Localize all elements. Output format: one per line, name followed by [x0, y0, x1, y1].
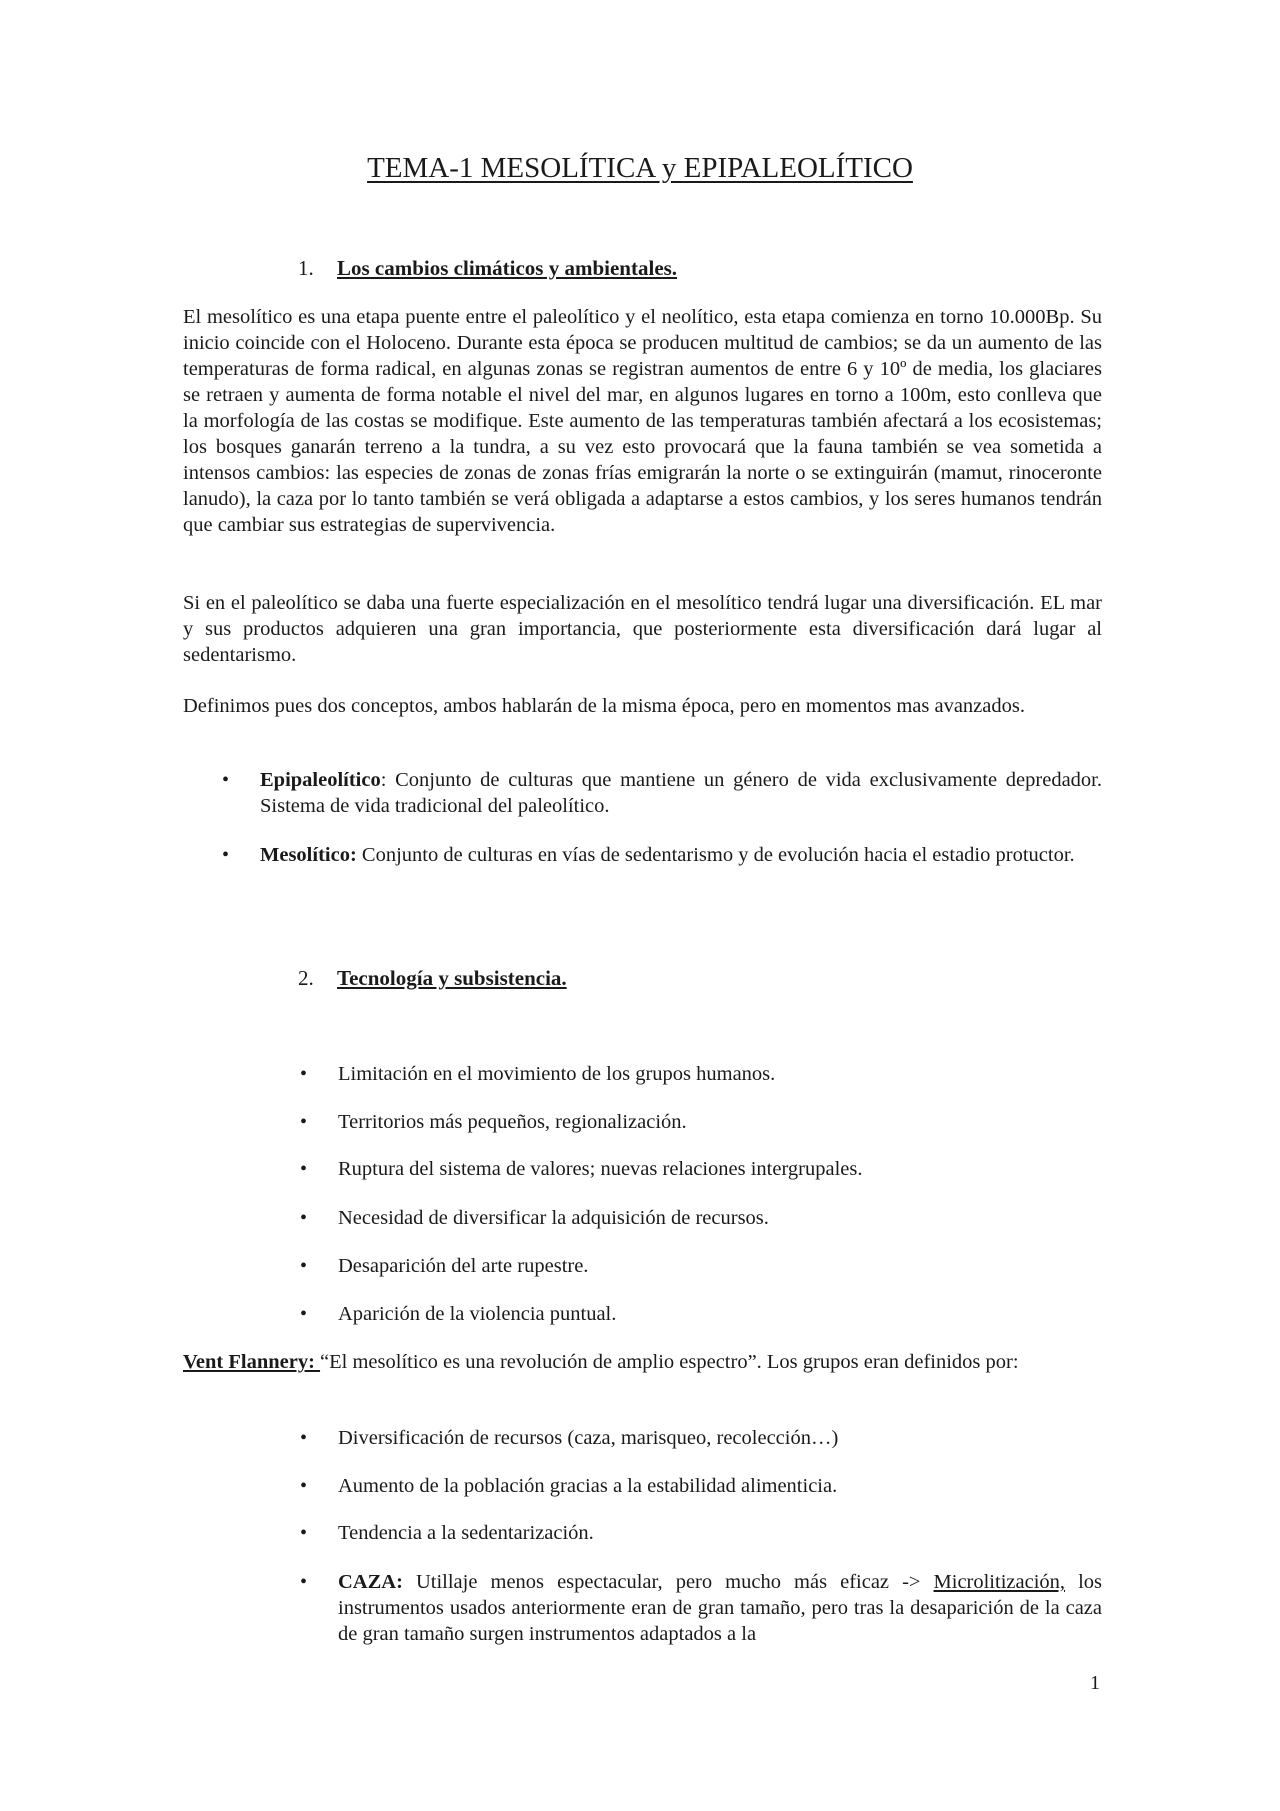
section-1-number: 1.	[298, 256, 314, 280]
section-1-heading	[298, 254, 677, 282]
list-item	[300, 1205, 1102, 1231]
list-item	[300, 1253, 1102, 1279]
list-item-text: Limitación en el movimiento de los grupos humanos.	[338, 1063, 776, 1085]
list-item	[300, 1520, 1102, 1546]
bullet-icon: •	[300, 1522, 308, 1544]
list-item	[300, 1473, 1102, 1499]
flannery-paragraph	[183, 1349, 1102, 1375]
list-item-text: Ruptura del sistema de valores; nuevas relaciones intergrupales.	[338, 1158, 863, 1180]
definition-term: Epipaleolítico	[260, 769, 381, 791]
list-item	[300, 1109, 1102, 1135]
definition-epipaleolitico	[222, 767, 1102, 819]
bullet-icon: •	[300, 1111, 308, 1133]
section-1-paragraph-1: El mesolítico es una etapa puente entre el paleolítico y el neolítico, esta etapa comienza en torno 10.000Bp. Su inicio coincide con el Holoceno. Durante esta época se producen multitud de cambios; se da un aumento de las temperaturas de forma radical, en algunas zonas se registran aumentos de entre 6 y 10º de media, los glaciares se retraen y aumenta de forma notable el nivel del mar, en algunos lugares en torno a 100m, esto conlleva que la morfología de las costas se modifique. Este aumento de las temperaturas también afectará a los ecosistemas; los bosques ganarán terreno a la tundra, a su vez esto provocará que la fauna también se vea sometida a intensos cambios: las especies de zonas de zonas frías emigrarán la norte o se extinguirán (mamut, rinoceronte lanudo), la caza por lo tanto también se verá obligada a adaptarse a estos cambios, y los seres humanos tendrán que cambiar sus estrategias de supervivencia.	[183, 306, 1102, 536]
definition-mesolitico	[222, 842, 1102, 868]
caza-text-1: Utillaje menos espectacular, pero mucho más eficaz ->	[402, 1571, 934, 1593]
definition-separator: :	[380, 769, 387, 791]
list-item-text: Tendencia a la sedentarización.	[338, 1522, 594, 1544]
page-title-text: TEMA-1 MESOLÍTICA y EPIPALEOLÍTICO	[367, 152, 913, 184]
list-item	[300, 1156, 1102, 1182]
list-item-text: Desaparición del arte rupestre.	[338, 1255, 589, 1277]
bullet-icon: •	[300, 1158, 308, 1180]
bullet-icon: •	[300, 1571, 308, 1593]
section-1-paragraph-3: Definimos pues dos conceptos, ambos hablarán de la misma época, pero en momentos mas avanzados.	[183, 695, 1025, 717]
section-2-number: 2.	[298, 966, 314, 990]
list-item-text: Territorios más pequeños, regionalización.	[338, 1111, 687, 1133]
list-item	[300, 1301, 1102, 1327]
flannery-text: “El mesolítico es una revolución de amplio espectro”. Los grupos eran definidos por:	[320, 1351, 1019, 1373]
section-2-title: Tecnología y subsistencia.	[337, 966, 567, 990]
list-item	[300, 1061, 1102, 1087]
list-item-text: Aumento de la población gracias a la estabilidad alimenticia.	[338, 1475, 838, 1497]
microlitizacion-term: Microlitización,	[933, 1571, 1066, 1593]
definition-text: Conjunto de culturas en vías de sedentarismo y de evolución hacia el estadio protuctor.	[356, 844, 1075, 866]
list-item-text: Necesidad de diversificar la adquisición de recursos.	[338, 1207, 769, 1229]
list-item-text: Aparición de la violencia puntual.	[338, 1303, 617, 1325]
page-number: 1	[1090, 1672, 1100, 1694]
caza-item	[300, 1569, 1102, 1647]
bullet-icon: •	[300, 1207, 308, 1229]
list-item-text: Diversificación de recursos (caza, marisqueo, recolección…)	[338, 1427, 839, 1449]
page-title	[0, 150, 1280, 186]
list-item	[300, 1425, 1102, 1451]
bullet-icon: •	[222, 769, 230, 791]
caza-label: CAZA:	[338, 1571, 403, 1593]
flannery-label: Vent Flannery:	[183, 1351, 321, 1373]
bullet-icon: •	[300, 1063, 308, 1085]
bullet-icon: •	[300, 1303, 308, 1325]
bullet-icon: •	[300, 1475, 308, 1497]
caza-text-2: los instrumentos usados anteriormente eran de gran tamaño, pero tras la desaparición de la caza de gran tamaño surgen instrumentos adaptados a la	[338, 1571, 1102, 1645]
definition-term: Mesolítico:	[260, 844, 357, 866]
definition-text: Conjunto de culturas que mantiene un género de vida exclusivamente depredador. Sistema de vida tradicional del paleolítico.	[260, 769, 1102, 817]
bullet-icon: •	[222, 844, 230, 866]
bullet-icon: •	[300, 1255, 308, 1277]
section-2-heading	[298, 964, 567, 992]
section-1-paragraph-2: Si en el paleolítico se daba una fuerte especialización en el mesolítico tendrá lugar una diversificación. EL mar y sus productos adquieren una gran importancia, que posteriormente esta diversificación dará lugar al sedentarismo.	[183, 592, 1102, 666]
section-1-title: Los cambios climáticos y ambientales.	[337, 256, 678, 280]
bullet-icon: •	[300, 1427, 308, 1449]
